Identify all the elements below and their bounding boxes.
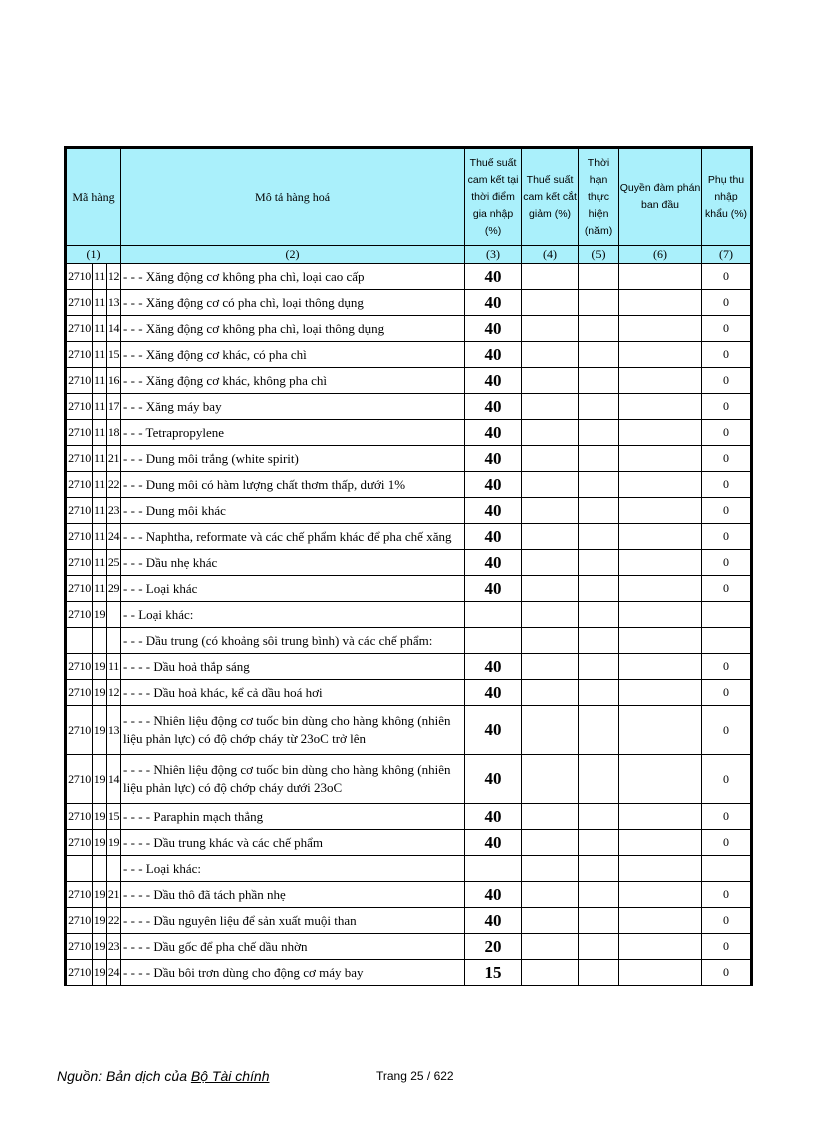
accession-rate	[465, 602, 522, 628]
cut-rate	[522, 602, 579, 628]
code-subheading: 19	[93, 680, 107, 706]
code-subheading: 11	[93, 472, 107, 498]
code-subheading: 11	[93, 576, 107, 602]
cut-rate	[522, 706, 579, 755]
import-surcharge: 0	[702, 342, 752, 368]
accession-rate: 40	[465, 446, 522, 472]
table-row	[66, 316, 752, 342]
goods-description: - - - Xăng động cơ có pha chì, loại thông dụng	[121, 290, 465, 316]
code-subheading: 19	[93, 960, 107, 986]
code-heading: 2710	[66, 290, 93, 316]
cut-rate	[522, 524, 579, 550]
negotiation-right	[619, 316, 702, 342]
implementation-period	[579, 934, 619, 960]
import-surcharge: 0	[702, 264, 752, 290]
implementation-period	[579, 856, 619, 882]
goods-description: - - - - Nhiên liệu động cơ tuốc bin dùng cho hàng không (nhiên liệu phản lực) có độ chớp cháy từ 23oC trở lên	[121, 706, 465, 755]
goods-description: - - - Xăng động cơ không pha chì, loại cao cấp	[121, 264, 465, 290]
code-national: 29	[107, 576, 121, 602]
code-national: 14	[107, 316, 121, 342]
code-national: 15	[107, 342, 121, 368]
code-subheading: 19	[93, 830, 107, 856]
table-row	[66, 524, 752, 550]
header-import-surcharge: Phụ thu nhập khẩu (%)	[702, 148, 752, 246]
code-heading: 2710	[66, 264, 93, 290]
goods-description: - - - - Dầu nguyên liệu để sản xuất muội than	[121, 908, 465, 934]
code-national	[107, 628, 121, 654]
cut-rate	[522, 882, 579, 908]
header-code: Mã hàng	[66, 148, 121, 246]
goods-description: - - - Naphtha, reformate và các chế phẩm khác để pha chế xăng	[121, 524, 465, 550]
code-subheading: 11	[93, 316, 107, 342]
code-heading: 2710	[66, 960, 93, 986]
implementation-period	[579, 446, 619, 472]
cut-rate	[522, 550, 579, 576]
implementation-period	[579, 680, 619, 706]
code-heading: 2710	[66, 524, 93, 550]
code-heading: 2710	[66, 316, 93, 342]
table-row	[66, 804, 752, 830]
accession-rate: 40	[465, 830, 522, 856]
accession-rate: 40	[465, 755, 522, 804]
accession-rate: 40	[465, 342, 522, 368]
table-row	[66, 342, 752, 368]
code-heading: 2710	[66, 706, 93, 755]
negotiation-right	[619, 368, 702, 394]
goods-description: - - - Loại khác	[121, 576, 465, 602]
column-number-row	[66, 246, 752, 264]
accession-rate: 40	[465, 290, 522, 316]
table-row	[66, 290, 752, 316]
accession-rate: 40	[465, 680, 522, 706]
import-surcharge: 0	[702, 576, 752, 602]
source-note	[57, 1068, 269, 1084]
table-row	[66, 830, 752, 856]
negotiation-right	[619, 706, 702, 755]
import-surcharge: 0	[702, 524, 752, 550]
negotiation-right	[619, 755, 702, 804]
code-subheading: 19	[93, 882, 107, 908]
cut-rate	[522, 804, 579, 830]
cut-rate	[522, 654, 579, 680]
code-subheading: 11	[93, 264, 107, 290]
implementation-period	[579, 654, 619, 680]
header-committed-cut-rate: Thuế suất cam kết cắt giảm (%)	[522, 148, 579, 246]
table-row	[66, 498, 752, 524]
negotiation-right	[619, 394, 702, 420]
goods-description: - - Loại khác:	[121, 602, 465, 628]
code-subheading: 11	[93, 342, 107, 368]
implementation-period	[579, 804, 619, 830]
implementation-period	[579, 316, 619, 342]
negotiation-right	[619, 856, 702, 882]
negotiation-right	[619, 576, 702, 602]
cut-rate	[522, 576, 579, 602]
import-surcharge: 0	[702, 472, 752, 498]
code-heading: 2710	[66, 830, 93, 856]
import-surcharge: 0	[702, 290, 752, 316]
accession-rate: 40	[465, 394, 522, 420]
source-prefix: Nguồn: Bản dịch của	[57, 1068, 187, 1084]
implementation-period	[579, 472, 619, 498]
header-row	[66, 148, 752, 246]
accession-rate: 15	[465, 960, 522, 986]
code-subheading: 11	[93, 368, 107, 394]
negotiation-right	[619, 960, 702, 986]
import-surcharge: 0	[702, 368, 752, 394]
code-subheading: 19	[93, 908, 107, 934]
code-subheading: 19	[93, 934, 107, 960]
table-row	[66, 446, 752, 472]
code-national: 13	[107, 290, 121, 316]
table-row	[66, 680, 752, 706]
code-national: 24	[107, 960, 121, 986]
import-surcharge: 0	[702, 960, 752, 986]
negotiation-right	[619, 264, 702, 290]
negotiation-right	[619, 446, 702, 472]
column-number: (7)	[702, 246, 752, 264]
accession-rate: 40	[465, 654, 522, 680]
code-heading: 2710	[66, 908, 93, 934]
goods-description: - - - Xăng động cơ khác, có pha chì	[121, 342, 465, 368]
code-subheading: 11	[93, 498, 107, 524]
accession-rate: 40	[465, 706, 522, 755]
table-row	[66, 576, 752, 602]
cut-rate	[522, 446, 579, 472]
code-subheading: 11	[93, 524, 107, 550]
negotiation-right	[619, 628, 702, 654]
code-national: 23	[107, 498, 121, 524]
negotiation-right	[619, 342, 702, 368]
code-national: 25	[107, 550, 121, 576]
table-row	[66, 934, 752, 960]
header-implementation-period: Thời hạn thực hiện (năm)	[579, 148, 619, 246]
goods-description: - - - Loại khác:	[121, 856, 465, 882]
negotiation-right	[619, 654, 702, 680]
import-surcharge: 0	[702, 498, 752, 524]
cut-rate	[522, 908, 579, 934]
accession-rate: 40	[465, 420, 522, 446]
table-row	[66, 602, 752, 628]
negotiation-right	[619, 290, 702, 316]
source-ministry: Bộ Tài chính	[190, 1068, 270, 1084]
code-heading: 2710	[66, 498, 93, 524]
code-heading	[66, 856, 93, 882]
cut-rate	[522, 960, 579, 986]
code-national: 22	[107, 472, 121, 498]
code-subheading: 11	[93, 420, 107, 446]
cut-rate	[522, 472, 579, 498]
table-row	[66, 394, 752, 420]
implementation-period	[579, 908, 619, 934]
implementation-period	[579, 524, 619, 550]
negotiation-right	[619, 934, 702, 960]
tariff-sheet	[64, 146, 750, 986]
accession-rate: 40	[465, 908, 522, 934]
goods-description: - - - - Dầu thô đã tách phần nhẹ	[121, 882, 465, 908]
import-surcharge: 0	[702, 316, 752, 342]
code-national: 19	[107, 830, 121, 856]
cut-rate	[522, 498, 579, 524]
goods-description: - - - - Dầu bôi trơn dùng cho động cơ máy bay	[121, 960, 465, 986]
tariff-table	[64, 146, 753, 986]
accession-rate: 40	[465, 472, 522, 498]
code-national: 12	[107, 264, 121, 290]
accession-rate: 40	[465, 524, 522, 550]
code-heading: 2710	[66, 420, 93, 446]
code-heading	[66, 628, 93, 654]
cut-rate	[522, 755, 579, 804]
negotiation-right	[619, 420, 702, 446]
code-national: 15	[107, 804, 121, 830]
implementation-period	[579, 960, 619, 986]
accession-rate: 40	[465, 498, 522, 524]
column-number: (3)	[465, 246, 522, 264]
code-heading: 2710	[66, 602, 93, 628]
import-surcharge	[702, 628, 752, 654]
negotiation-right	[619, 602, 702, 628]
implementation-period	[579, 755, 619, 804]
negotiation-right	[619, 680, 702, 706]
code-national: 13	[107, 706, 121, 755]
goods-description: - - - Dầu trung (có khoảng sôi trung bình) và các chế phẩm:	[121, 628, 465, 654]
code-heading: 2710	[66, 680, 93, 706]
accession-rate: 40	[465, 576, 522, 602]
code-heading: 2710	[66, 882, 93, 908]
code-national: 23	[107, 934, 121, 960]
implementation-period	[579, 550, 619, 576]
column-number: (4)	[522, 246, 579, 264]
implementation-period	[579, 882, 619, 908]
table-row	[66, 654, 752, 680]
implementation-period	[579, 420, 619, 446]
cut-rate	[522, 628, 579, 654]
code-heading: 2710	[66, 446, 93, 472]
goods-description: - - - Xăng động cơ không pha chì, loại thông dụng	[121, 316, 465, 342]
import-surcharge	[702, 856, 752, 882]
negotiation-right	[619, 830, 702, 856]
table-row	[66, 472, 752, 498]
implementation-period	[579, 368, 619, 394]
code-national: 21	[107, 446, 121, 472]
cut-rate	[522, 830, 579, 856]
code-subheading: 19	[93, 654, 107, 680]
table-row	[66, 550, 752, 576]
negotiation-right	[619, 804, 702, 830]
implementation-period	[579, 394, 619, 420]
import-surcharge: 0	[702, 908, 752, 934]
import-surcharge: 0	[702, 804, 752, 830]
table-row	[66, 368, 752, 394]
accession-rate: 40	[465, 368, 522, 394]
negotiation-right	[619, 908, 702, 934]
goods-description: - - - - Nhiên liệu động cơ tuốc bin dùng cho hàng không (nhiên liệu phản lực) có độ chớp cháy dưới 23oC	[121, 755, 465, 804]
implementation-period	[579, 264, 619, 290]
page-number: Trang 25 / 622	[376, 1069, 454, 1083]
table-row	[66, 264, 752, 290]
column-number: (2)	[121, 246, 465, 264]
code-heading: 2710	[66, 368, 93, 394]
goods-description: - - - - Paraphin mạch thẳng	[121, 804, 465, 830]
code-subheading: 19	[93, 755, 107, 804]
table-row	[66, 755, 752, 804]
implementation-period	[579, 290, 619, 316]
code-subheading: 11	[93, 550, 107, 576]
import-surcharge: 0	[702, 882, 752, 908]
goods-description: - - - - Dầu hoả thắp sáng	[121, 654, 465, 680]
cut-rate	[522, 680, 579, 706]
column-number: (6)	[619, 246, 702, 264]
implementation-period	[579, 498, 619, 524]
code-heading: 2710	[66, 654, 93, 680]
code-national: 24	[107, 524, 121, 550]
implementation-period	[579, 830, 619, 856]
implementation-period	[579, 706, 619, 755]
goods-description: - - - Dầu nhẹ khác	[121, 550, 465, 576]
import-surcharge: 0	[702, 934, 752, 960]
code-national: 22	[107, 908, 121, 934]
import-surcharge: 0	[702, 706, 752, 755]
code-heading: 2710	[66, 550, 93, 576]
implementation-period	[579, 602, 619, 628]
import-surcharge: 0	[702, 654, 752, 680]
code-subheading: 11	[93, 446, 107, 472]
cut-rate	[522, 368, 579, 394]
import-surcharge: 0	[702, 755, 752, 804]
goods-description: - - - Tetrapropylene	[121, 420, 465, 446]
goods-description: - - - - Dầu trung khác và các chế phẩm	[121, 830, 465, 856]
table-row	[66, 960, 752, 986]
code-national: 21	[107, 882, 121, 908]
column-number: (5)	[579, 246, 619, 264]
cut-rate	[522, 342, 579, 368]
cut-rate	[522, 394, 579, 420]
goods-description: - - - Dung môi trắng (white spirit)	[121, 446, 465, 472]
code-national: 11	[107, 654, 121, 680]
cut-rate	[522, 316, 579, 342]
code-heading: 2710	[66, 755, 93, 804]
accession-rate: 40	[465, 550, 522, 576]
header-initial-negotiation-right: Quyền đàm phán ban đầu	[619, 148, 702, 246]
column-number: (1)	[66, 246, 121, 264]
code-national	[107, 856, 121, 882]
implementation-period	[579, 628, 619, 654]
cut-rate	[522, 264, 579, 290]
code-national: 16	[107, 368, 121, 394]
accession-rate: 40	[465, 804, 522, 830]
import-surcharge: 0	[702, 446, 752, 472]
accession-rate	[465, 856, 522, 882]
import-surcharge: 0	[702, 830, 752, 856]
goods-description: - - - Dung môi khác	[121, 498, 465, 524]
table-row	[66, 908, 752, 934]
code-heading: 2710	[66, 342, 93, 368]
cut-rate	[522, 290, 579, 316]
code-subheading	[93, 628, 107, 654]
import-surcharge	[702, 602, 752, 628]
import-surcharge: 0	[702, 550, 752, 576]
import-surcharge: 0	[702, 420, 752, 446]
code-heading: 2710	[66, 804, 93, 830]
cut-rate	[522, 934, 579, 960]
import-surcharge: 0	[702, 394, 752, 420]
negotiation-right	[619, 550, 702, 576]
code-national: 17	[107, 394, 121, 420]
goods-description: - - - Xăng động cơ khác, không pha chì	[121, 368, 465, 394]
negotiation-right	[619, 524, 702, 550]
cut-rate	[522, 856, 579, 882]
code-national: 18	[107, 420, 121, 446]
code-subheading: 19	[93, 706, 107, 755]
code-subheading: 11	[93, 290, 107, 316]
table-row	[66, 856, 752, 882]
accession-rate: 40	[465, 882, 522, 908]
accession-rate	[465, 628, 522, 654]
negotiation-right	[619, 498, 702, 524]
code-heading: 2710	[66, 934, 93, 960]
cut-rate	[522, 420, 579, 446]
accession-rate: 40	[465, 264, 522, 290]
goods-description: - - - Xăng máy bay	[121, 394, 465, 420]
accession-rate: 20	[465, 934, 522, 960]
implementation-period	[579, 576, 619, 602]
import-surcharge: 0	[702, 680, 752, 706]
code-subheading: 19	[93, 602, 107, 628]
code-heading: 2710	[66, 576, 93, 602]
implementation-period	[579, 342, 619, 368]
code-subheading: 11	[93, 394, 107, 420]
table-row	[66, 882, 752, 908]
code-heading: 2710	[66, 394, 93, 420]
code-subheading	[93, 856, 107, 882]
goods-description: - - - Dung môi có hàm lượng chất thơm thấp, dưới 1%	[121, 472, 465, 498]
table-row	[66, 420, 752, 446]
negotiation-right	[619, 882, 702, 908]
goods-description: - - - - Dầu gốc để pha chế dầu nhờn	[121, 934, 465, 960]
header-description: Mô tả hàng hoá	[121, 148, 465, 246]
goods-description: - - - - Dầu hoả khác, kể cả dầu hoá hơi	[121, 680, 465, 706]
code-national: 14	[107, 755, 121, 804]
negotiation-right	[619, 472, 702, 498]
code-subheading: 19	[93, 804, 107, 830]
code-national: 12	[107, 680, 121, 706]
header-rate-at-accession: Thuế suất cam kết tại thời điểm gia nhập (%)	[465, 148, 522, 246]
code-national	[107, 602, 121, 628]
code-heading: 2710	[66, 472, 93, 498]
table-row	[66, 628, 752, 654]
accession-rate: 40	[465, 316, 522, 342]
table-row	[66, 706, 752, 755]
